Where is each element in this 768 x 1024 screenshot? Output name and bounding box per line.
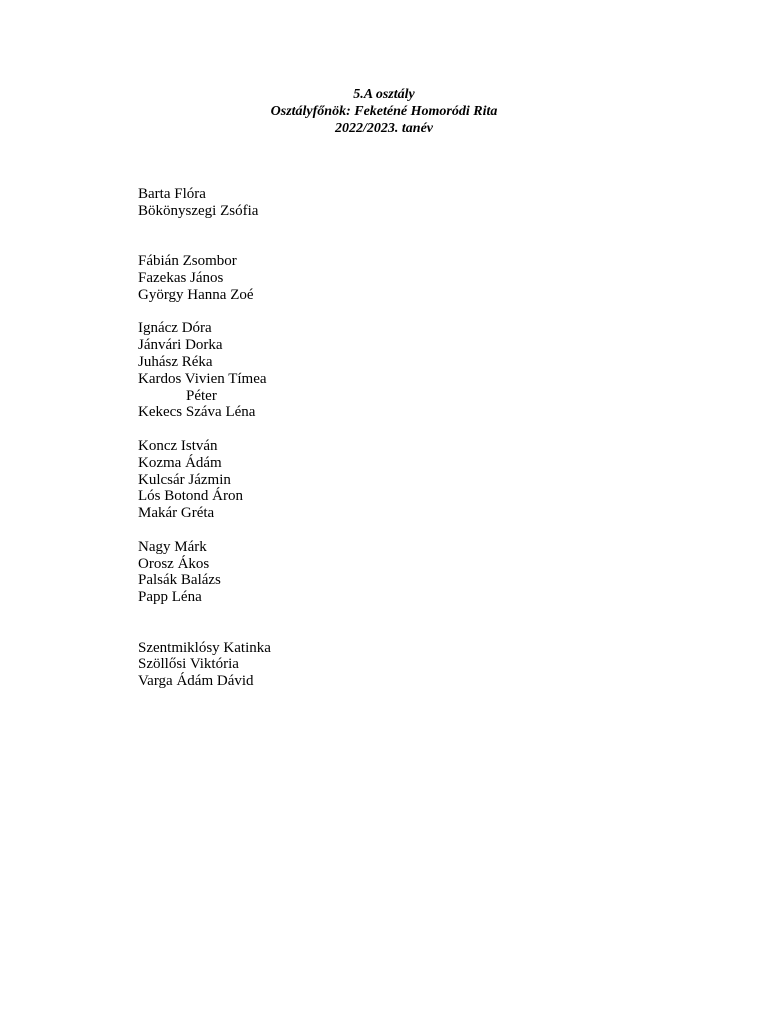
school-year: 2022/2023. tanév — [335, 121, 433, 136]
student-name: Kardos Vivien Tímea — [138, 370, 267, 387]
student-name: Palsák Balázs — [138, 572, 221, 589]
list-spacer — [138, 606, 271, 623]
student-name: Jánvári Dorka — [138, 337, 223, 354]
list-spacer — [138, 220, 271, 237]
list-spacer — [138, 421, 271, 438]
student-name: Fazekas János — [138, 269, 224, 286]
student-name: Nagy Márk — [138, 538, 207, 555]
student-name: Kekecs Száva Léna — [138, 404, 256, 421]
student-name-continuation: Péter — [186, 387, 217, 404]
student-name: Makár Gréta — [138, 505, 215, 522]
student-list — [138, 186, 271, 690]
student-name: Kulcsár Jázmin — [138, 471, 231, 488]
student-name: Ignácz Dóra — [138, 320, 212, 337]
student-name: Barta Flóra — [138, 186, 206, 202]
list-spacer — [138, 304, 271, 321]
student-name: Szentmiklósy Katinka — [138, 639, 271, 656]
student-name: Juhász Réka — [138, 353, 213, 370]
student-name: Lós Botond Áron — [138, 488, 243, 505]
document-header — [0, 86, 768, 137]
list-spacer — [138, 623, 271, 640]
student-name: Varga Ádám Dávid — [138, 673, 254, 690]
student-name: Papp Léna — [138, 589, 202, 606]
student-name: Bökönyszegi Zsófia — [138, 202, 259, 219]
student-name: Koncz István — [138, 437, 218, 454]
student-name: György Hanna Zoé — [138, 286, 254, 303]
class-teacher: Osztályfőnök: Feketéné Homoródi Rita — [270, 104, 498, 119]
list-spacer — [138, 522, 271, 539]
student-name: Kozma Ádám — [138, 454, 222, 471]
student-name: Szöllősi Viktória — [138, 656, 239, 673]
list-spacer — [138, 236, 271, 253]
student-name: Orosz Ákos — [138, 555, 210, 572]
student-name: Fábián Zsombor — [138, 253, 237, 270]
class-title: 5.A osztály — [353, 87, 415, 102]
